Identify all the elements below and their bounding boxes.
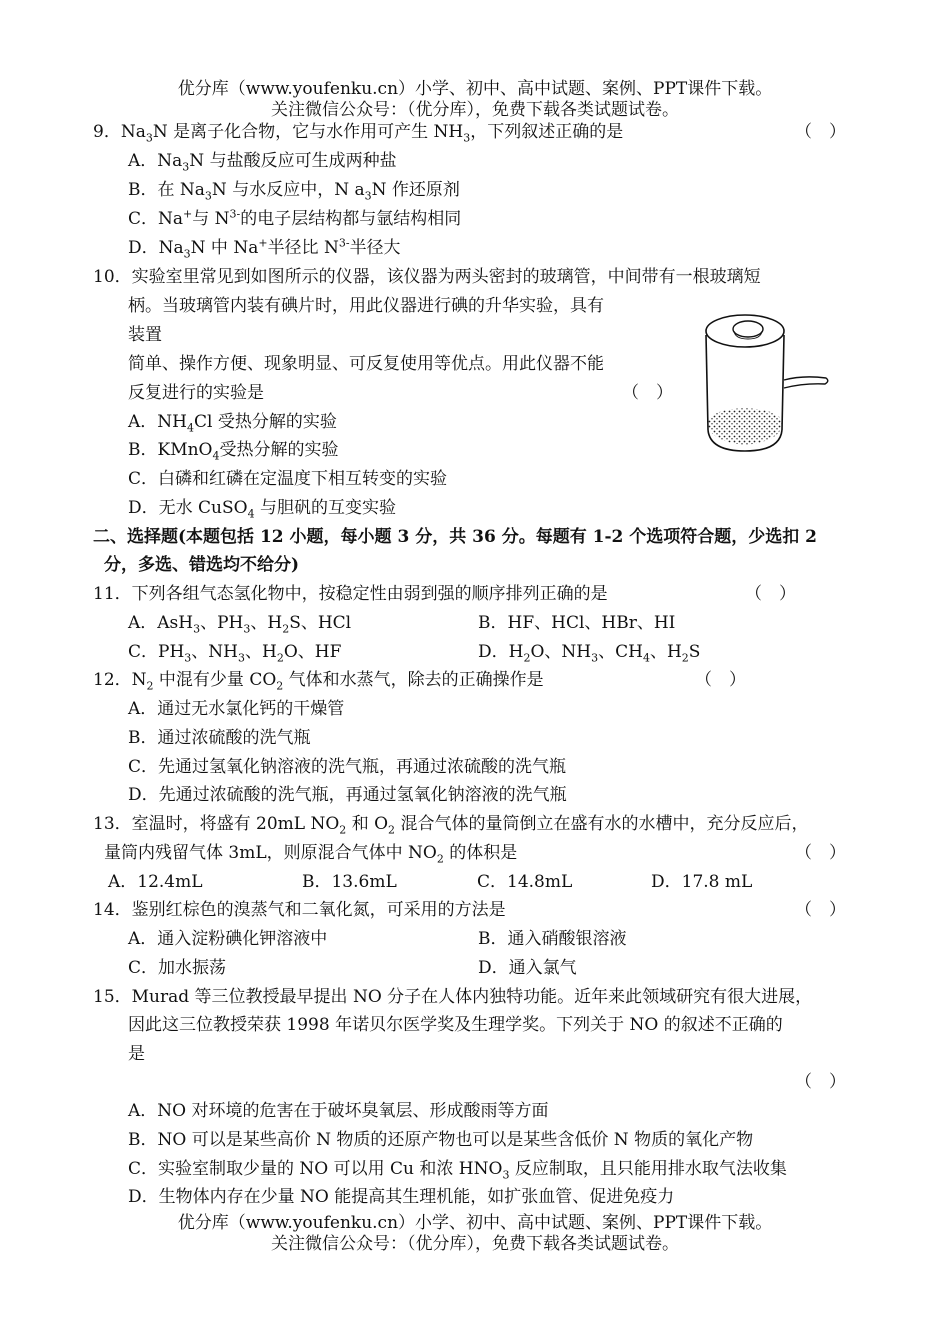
q11-option-b: B．HF、HCl、HBr、HI [478,613,676,633]
q12-option-b: B．通过浓硫酸的洗气瓶 [128,728,311,748]
header-line-2: 关注微信公众号：（优分库），免费下载各类试题试卷。 [271,100,679,120]
q10-line-1: 10．实验室里常见到如图所示的仪器，该仪器为两头密封的玻璃管，中间带有一根玻璃短 [93,267,761,287]
q15-option-a: A．NO 对环境的危害在于破坏臭氧层、形成酸雨等方面 [128,1101,549,1121]
q15-line-2: 因此这三位教授荣获 1998 年诺贝尔医学奖及生理学奖。下列关于 NO 的叙述不正确的 [128,1015,783,1035]
q15-line-3: 是 [128,1044,145,1064]
q14-answer-paren: （ ） [795,900,846,920]
q13-answer-paren: （ ） [795,843,846,863]
q12-option-c: C．先通过氢氧化钠溶液的洗气瓶，再通过浓硫酸的洗气瓶 [128,757,567,777]
q15-line-1: 15．Murad 等三位教授最早提出 NO 分子在人体内独特功能。近年来此领域研究有很大进展， [93,987,813,1007]
q13-line-2: 量筒内残留气体 3mL，则原混合气体中 $NO_2$ 的体积是 [104,843,518,866]
q10-line-5: 反复进行的实验是 [128,383,264,403]
q13-option-a: A．12.4mL [108,872,203,892]
q15-option-d: D．生物体内存在少量 NO 能提高其生理机能，如扩张血管、促进免疫力 [128,1187,675,1207]
q10-option-a: A．$NH_4Cl$ 受热分解的实验 [128,412,337,435]
q14-option-d: D．通入氯气 [478,958,577,978]
q10-option-b: B．KMnO$_4$受热分解的实验 [128,440,339,463]
q12-stem: 12．$N_2$ 中混有少量 $CO_2$ 气体和水蒸气，除去的正确操作是 [93,670,544,693]
q9-option-a: A．$Na_3N$ 与盐酸反应可生成两种盐 [128,151,397,174]
sublimation-tube-figure [698,305,833,455]
q12-answer-paren: （ ） [695,670,746,690]
q13-option-b: B．13.6mL [302,872,397,892]
q12-option-a: A．通过无水氯化钙的干燥管 [128,699,345,719]
section-2-heading-cont: 分，多选、错选均不给分) [104,555,300,575]
q10-line-4: 简单、操作方便、现象明显、可反复使用等优点。用此仪器不能 [128,354,604,374]
q11-stem: 11．下列各组气态氢化物中，按稳定性由弱到强的顺序排列正确的是 [93,584,608,604]
footer-line-2: 关注微信公众号：（优分库），免费下载各类试题试卷。 [271,1234,679,1254]
q9-stem: 9．$Na_3N$ 是离子化合物，它与水作用可产生 $NH_3$，下列叙述正确的是 [93,122,624,145]
q11-answer-paren: （ ） [745,584,796,604]
q10-option-c: C．白磷和红磷在定温度下相互转变的实验 [128,469,448,489]
header-line-1: 优分库（www.youfenku.cn）小学、初中、高中试题、案例、PPT课件下载。 [177,79,773,99]
q9-option-d: D．$Na_3N$ 中 Na+半径比 $N^{3-}$半径大 [128,236,401,261]
q15-answer-paren: （ ） [795,1072,846,1092]
q14-option-a: A．通入淀粉碘化钾溶液中 [128,929,328,949]
q9-option-c: C．Na+与 $N^{3-}$的电子层结构都与氩结构相同 [128,207,462,229]
footer-line-1: 优分库（www.youfenku.cn）小学、初中、高中试题、案例、PPT课件下载。 [177,1213,773,1233]
q14-option-b: B．通入硝酸银溶液 [478,929,627,949]
q10-answer-paren: （ ） [622,383,673,403]
q15-option-b: B．NO 可以是某些高价 N 物质的还原产物也可以是某些含低价 N 物质的氧化产物 [128,1130,754,1150]
q9-answer-paren: （ ） [795,122,846,142]
q11-option-a: A．AsH$_3$、$PH_3$、$H_2S$、HCl [128,613,352,636]
q13-option-d: D．17.8 mL [651,872,753,892]
q10-line-3: 装置 [128,325,162,345]
q10-option-d: D．无水 CuSO$_4$ 与胆矾的互变实验 [128,498,396,521]
q11-option-d: D．$H_2O$、$NH_3$、$CH_4$、$H_2S$ [478,642,701,665]
q14-option-c: C．加水振荡 [128,958,227,978]
q11-option-c: C．$PH_3$、$NH_3$、$H_2O$、HF [128,642,342,665]
section-2-heading: 二、选择题(本题包括 12 小题，每小题 3 分，共 36 分。每题有 1-2 个选项符合题，少选扣 2 [93,527,817,547]
q12-option-d: D．先通过浓硫酸的洗气瓶，再通过氢氧化钠溶液的洗气瓶 [128,785,567,805]
q10-line-2: 柄。当玻璃管内装有碘片时，用此仪器进行碘的升华实验，具有 [128,296,604,316]
q13-option-c: C．14.8mL [477,872,573,892]
q14-stem: 14．鉴别红棕色的溴蒸气和二氧化氮，可采用的方法是 [93,900,506,920]
q15-option-c: C．实验室制取少量的 NO 可以用 Cu 和浓 $HNO_3$ 反应制取，且只能用排水取气法收集 [128,1159,787,1182]
q9-option-b: B．在 $Na_3N$ 与水反应中，N $a_3N$ 作还原剂 [128,180,460,203]
q13-line-1: 13．室温时，将盛有 20mL $NO_2$ 和 $O_2$ 混合气体的量筒倒立在盛有水的水槽中，充分反应后， [93,814,809,837]
